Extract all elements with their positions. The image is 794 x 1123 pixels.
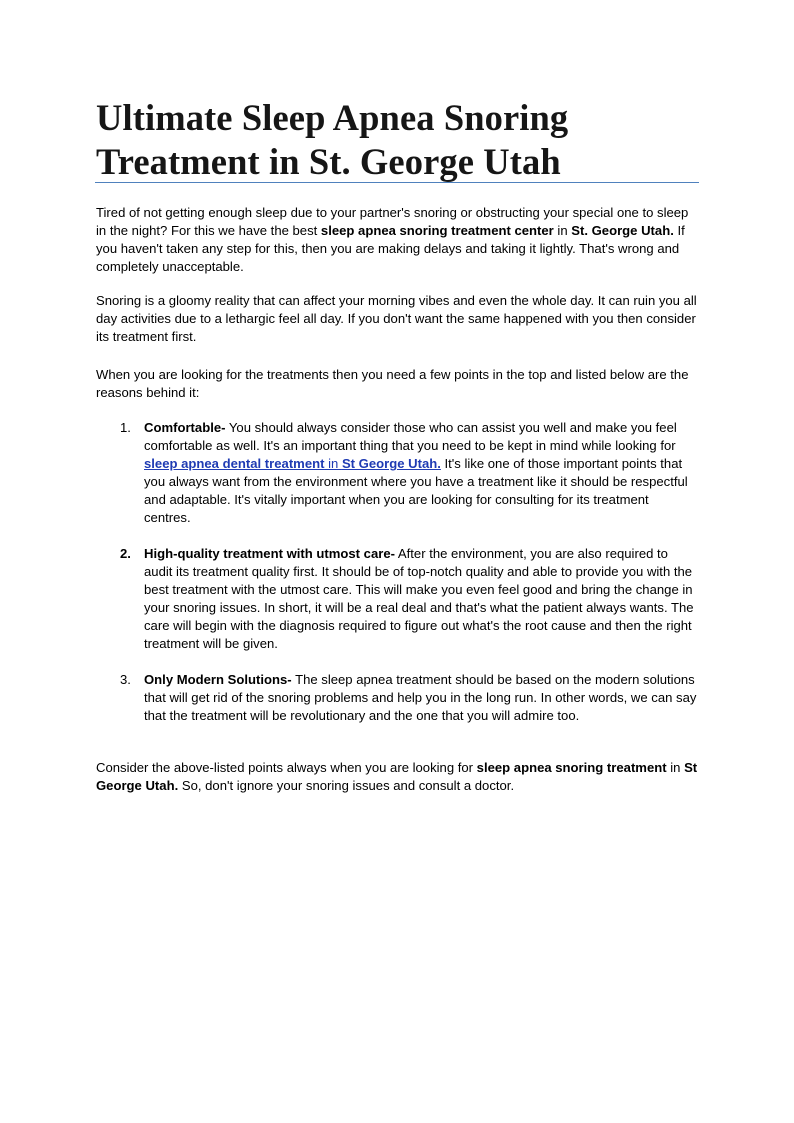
list-item-text: After the environment, you are also required to audit its treatment quality first. It should be of top-notch quality and able to provide you with the best treatment with the utmost care. This will make you even feel good and bring the change in your snoring issues. In short, it will be a real deal and that's what the patient always wants. The care will begin with the diagnosis required to figure out what's the root cause and then the right treatment will be given. — [144, 546, 694, 651]
closing-text-2: in — [666, 760, 685, 775]
snoring-paragraph: Snoring is a gloomy reality that can affect your morning vibes and even the whole day. It can ruin you all day activities due to a lethargic feel all day. If you don't want the same happened with you then consider its treatment first. — [96, 293, 697, 344]
link-text-1: sleep apnea dental treatment — [144, 456, 325, 471]
intro-paragraph — [96, 204, 698, 276]
list-item — [96, 671, 698, 725]
list-item — [96, 419, 698, 527]
link-text-2: in — [324, 456, 342, 471]
list-item — [96, 545, 698, 653]
points-intro-paragraph: When you are looking for the treatments then you need a few points in the top and listed below are the reasons behind it: — [96, 367, 689, 400]
list-number: 3. — [120, 672, 131, 687]
closing-text-1: Consider the above-listed points always when you are looking for — [96, 760, 477, 775]
intro-text-3: If you haven't taken any step for this, then you are making delays and taking it lightly. That's wrong and completely unacceptable. — [96, 223, 685, 274]
list-item-text-after: It's like one of those important points that you always want from the environment where you have a treatment like it should be respectful and adaptable. It's vitally important when you are looking for consulting for its treatment centres. — [144, 456, 688, 525]
link-text-3: St George Utah. — [341, 456, 441, 471]
page-title: Ultimate Sleep Apnea Snoring Treatment in St. George Utah — [96, 97, 569, 182]
closing-text-3: So, don't ignore your snoring issues and consult a doctor. — [178, 778, 515, 793]
dental-treatment-link[interactable] — [144, 456, 441, 471]
list-number: 2. — [120, 546, 131, 561]
intro-text-2: in — [553, 223, 572, 238]
intro-bold-service: sleep apnea snoring treatment center — [320, 223, 554, 238]
intro-text-1: Tired of not getting enough sleep due to your partner's snoring or obstructing your special one to sleep in the night? For this we have the best — [96, 205, 689, 238]
title-underline-rule — [95, 182, 699, 183]
list-item-text: You should always consider those who can assist you well and make you feel comfortable as well. It's an important thing that you need to be kept in mind while looking for — [144, 420, 677, 453]
list-item-text: The sleep apnea treatment should be based on the modern solutions that will get rid of the snoring problems and help you in the long run. In other words, we can say that the treatment will be revolutionary and the one that you will admire too. — [144, 672, 697, 723]
closing-bold-location: St George Utah. — [96, 760, 698, 793]
list-item-heading: Comfortable- — [144, 420, 226, 435]
list-number: 1. — [120, 420, 131, 435]
reasons-list — [96, 419, 698, 725]
list-item-heading: High-quality treatment with utmost care- — [144, 546, 395, 561]
closing-paragraph — [96, 759, 698, 795]
intro-bold-location: St. George Utah. — [571, 223, 674, 238]
list-item-heading: Only Modern Solutions- — [144, 672, 292, 687]
closing-bold-service: sleep apnea snoring treatment — [476, 760, 667, 775]
